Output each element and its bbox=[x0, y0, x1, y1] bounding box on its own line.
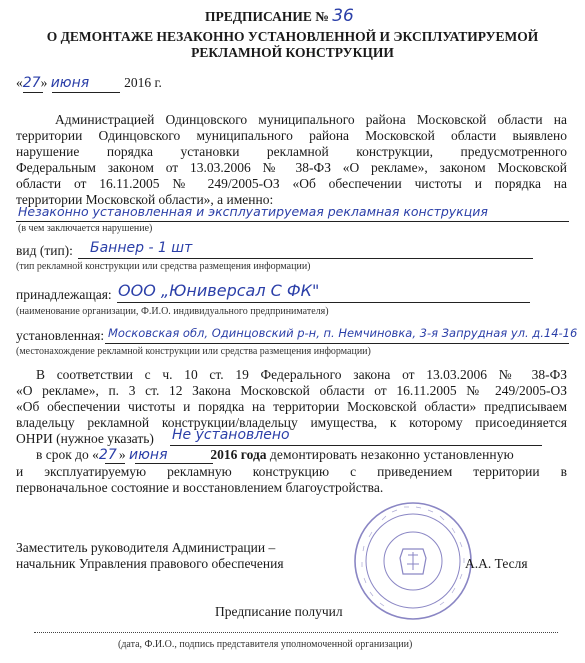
title-line-2: О ДЕМОНТАЖЕ НЕЗАКОННО УСТАНОВЛЕННОЙ И ЭКСПЛУАТИРУЕМОЙ bbox=[46, 29, 539, 44]
order-line-3: «Об обеспечении чистоты и порядка на территории Московской области» предписываем bbox=[16, 399, 567, 414]
deadline-line-2: и эксплуатируемую рекламную конструкцию с приведением территории в bbox=[16, 464, 567, 479]
type-value: Баннер - 1 шт bbox=[90, 240, 193, 256]
title-line-3: РЕКЛАМНОЙ КОНСТРУКЦИИ bbox=[191, 45, 394, 60]
location-label: установленная: bbox=[16, 328, 105, 343]
type-label: вид (тип): bbox=[16, 243, 73, 258]
intro-line-1: Администрацией Одинцовского муниципального района Московской области на bbox=[55, 112, 567, 127]
date-year: 2016 г. bbox=[124, 75, 162, 90]
intro-line-5: области от 16.11.2005 № 249/2005-ОЗ «Об обеспечении чистоты и порядка на bbox=[16, 176, 567, 191]
type-caption: (тип рекламной конструкции или средства размещения информации) bbox=[16, 261, 311, 272]
received-caption: (дата, Ф.И.О., подпись представителя уполномоченной организации) bbox=[118, 639, 413, 650]
deadline-month: июня bbox=[129, 447, 168, 463]
signatory-title-line-2: начальник Управления правового обеспечения bbox=[16, 556, 284, 571]
date-day-underline bbox=[23, 92, 43, 93]
intro-line-6: территории Московской области», а именно: bbox=[16, 192, 274, 207]
intro-line-3: нарушение порядка установки рекламной конструкции, предусмотренного bbox=[16, 144, 567, 159]
date-month-underline bbox=[52, 92, 120, 93]
deadline-year: 2016 года bbox=[210, 447, 267, 462]
type-underline bbox=[78, 258, 533, 259]
onri-label: ОНРИ (нужное указать) bbox=[16, 431, 154, 446]
deadline-line-3: первоначальное состояние и восстановлением благоустройства. bbox=[16, 480, 384, 495]
received-label: Предписание получил bbox=[215, 604, 343, 619]
location-value: Московская обл, Одинцовский р-н, п. Немчиновка, 3-я Запрудная ул. д.14-16 bbox=[108, 326, 578, 340]
onri-value: Не установлено bbox=[172, 427, 290, 443]
owner-underline bbox=[117, 302, 530, 303]
violation-caption: (в чем заключается нарушение) bbox=[18, 223, 153, 234]
document-title bbox=[205, 8, 354, 25]
title-prefix: ПРЕДПИСАНИЕ № bbox=[205, 9, 329, 24]
onri-underline bbox=[170, 445, 542, 446]
date-day: 27 bbox=[22, 75, 41, 91]
violation-value: Незаконно установленная и эксплуатируемая рекламная конструкция bbox=[18, 204, 488, 219]
intro-line-4: Федеральным законом от 13.03.2006 № 38-ФЗ «О рекламе», законом Московской bbox=[16, 160, 567, 175]
deadline-rest: демонтировать незаконно установленную bbox=[269, 447, 514, 462]
location-caption: (местонахождение рекламной конструкции или средства размещения информации) bbox=[16, 346, 371, 357]
order-line-1: В соответствии с ч. 10 ст. 19 Федерального закона от 13.03.2006 № 38-ФЗ bbox=[36, 367, 567, 382]
signatory-title-line-1: Заместитель руководителя Администрации – bbox=[16, 540, 276, 555]
order-line-2: «О рекламе», п. 3 ст. 12 Закона Московской области от 16.11.2005 № 249/2005-ОЗ bbox=[16, 383, 567, 398]
owner-value: ООО „Юниверсал С ФК" bbox=[118, 281, 320, 300]
location-underline bbox=[105, 343, 569, 344]
received-signature-line bbox=[34, 632, 558, 633]
violation-underline bbox=[16, 221, 569, 222]
owner-label: принадлежащая: bbox=[16, 287, 112, 302]
prescription-number: 36 bbox=[332, 6, 354, 26]
owner-caption: (наименование организации, Ф.И.О. индивидуального предпринимателя) bbox=[16, 306, 329, 317]
signatory-name: А.А. Тесля bbox=[465, 556, 528, 571]
intro-line-2: территории Одинцовского муниципального района Московской области выявлено bbox=[16, 128, 567, 143]
deadline-day: 27 bbox=[98, 447, 117, 463]
order-line-4: владельцу рекламной конструкции/владельцу имущества, к которому присоединяется bbox=[16, 415, 567, 430]
date-month: июня bbox=[50, 75, 90, 91]
deadline-line-1: в срок до «27 » июня 2016 года демонтировать незаконно установленную bbox=[36, 447, 514, 463]
official-stamp bbox=[352, 500, 474, 622]
document-date: «27» июня 2016 г. bbox=[16, 75, 162, 91]
